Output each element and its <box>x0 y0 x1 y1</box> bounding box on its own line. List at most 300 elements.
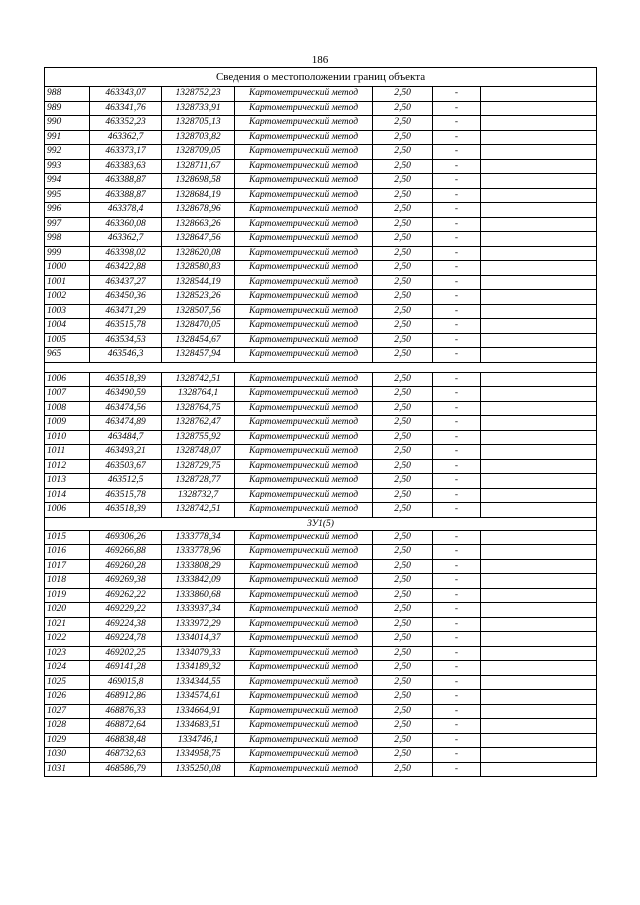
coord-x: 469224,78 <box>90 632 162 647</box>
description: - <box>433 387 481 402</box>
coord-y: 1328457,94 <box>162 348 235 363</box>
extra-cell <box>481 174 597 189</box>
point-number: 1023 <box>45 646 90 661</box>
method: Картометрический метод <box>235 733 373 748</box>
method: Картометрический метод <box>235 603 373 618</box>
precision: 2,50 <box>373 661 433 676</box>
coord-x: 463343,07 <box>90 87 162 102</box>
point-number: 1009 <box>45 416 90 431</box>
point-number: 992 <box>45 145 90 160</box>
description: - <box>433 704 481 719</box>
coord-y: 1334958,75 <box>162 748 235 763</box>
precision: 2,50 <box>373 632 433 647</box>
precision: 2,50 <box>373 145 433 160</box>
coord-y: 1328663,26 <box>162 217 235 232</box>
coord-y: 1334344,55 <box>162 675 235 690</box>
coord-x: 469262,22 <box>90 588 162 603</box>
point-number: 1010 <box>45 430 90 445</box>
description: - <box>433 503 481 518</box>
coord-y: 1328580,83 <box>162 261 235 276</box>
extra-cell <box>481 632 597 647</box>
point-number: 1011 <box>45 445 90 460</box>
precision: 2,50 <box>373 275 433 290</box>
precision: 2,50 <box>373 530 433 545</box>
extra-cell <box>481 675 597 690</box>
method: Картометрический метод <box>235 588 373 603</box>
precision: 2,50 <box>373 704 433 719</box>
extra-cell <box>481 372 597 387</box>
point-number: 1029 <box>45 733 90 748</box>
precision: 2,50 <box>373 762 433 777</box>
method: Картометрический метод <box>235 617 373 632</box>
precision: 2,50 <box>373 261 433 276</box>
extra-cell <box>481 545 597 560</box>
coord-x: 469224,38 <box>90 617 162 632</box>
extra-cell <box>481 101 597 116</box>
point-number: 1018 <box>45 574 90 589</box>
extra-cell <box>481 588 597 603</box>
point-number: 989 <box>45 101 90 116</box>
coord-x: 463373,17 <box>90 145 162 160</box>
coord-y: 1328742,51 <box>162 503 235 518</box>
table-row <box>45 232 597 247</box>
coord-y: 1334746,1 <box>162 733 235 748</box>
method: Картометрический метод <box>235 232 373 247</box>
description: - <box>433 246 481 261</box>
table-row <box>45 646 597 661</box>
coord-y: 1328470,05 <box>162 319 235 334</box>
coord-y: 1328728,77 <box>162 474 235 489</box>
precision: 2,50 <box>373 101 433 116</box>
precision: 2,50 <box>373 290 433 305</box>
coord-y: 1328705,13 <box>162 116 235 131</box>
description: - <box>433 116 481 131</box>
extra-cell <box>481 530 597 545</box>
coord-y: 1335250,08 <box>162 762 235 777</box>
point-number: 1002 <box>45 290 90 305</box>
extra-cell <box>481 130 597 145</box>
table-row <box>45 275 597 290</box>
description: - <box>433 690 481 705</box>
coord-x: 468586,79 <box>90 762 162 777</box>
point-number: 994 <box>45 174 90 189</box>
precision: 2,50 <box>373 603 433 618</box>
coord-y: 1328762,47 <box>162 416 235 431</box>
coord-y: 1333778,96 <box>162 545 235 560</box>
coord-x: 463352,23 <box>90 116 162 131</box>
precision: 2,50 <box>373 387 433 402</box>
table-row <box>45 387 597 402</box>
coord-y: 1328709,05 <box>162 145 235 160</box>
coord-y: 1334079,33 <box>162 646 235 661</box>
coord-x: 469141,28 <box>90 661 162 676</box>
description: - <box>433 145 481 160</box>
point-number: 1019 <box>45 588 90 603</box>
point-number: 1012 <box>45 459 90 474</box>
coord-x: 469202,25 <box>90 646 162 661</box>
table-row <box>45 319 597 334</box>
coord-x: 463518,39 <box>90 372 162 387</box>
table-row <box>45 588 597 603</box>
description: - <box>433 203 481 218</box>
table-row <box>45 246 597 261</box>
table-row <box>45 545 597 560</box>
method: Картометрический метод <box>235 574 373 589</box>
table-row <box>45 188 597 203</box>
table-row <box>45 401 597 416</box>
extra-cell <box>481 661 597 676</box>
coord-x: 468872,64 <box>90 719 162 734</box>
table-row <box>45 690 597 705</box>
extra-cell <box>481 445 597 460</box>
point-number: 1022 <box>45 632 90 647</box>
precision: 2,50 <box>373 690 433 705</box>
extra-cell <box>481 188 597 203</box>
table-row <box>45 87 597 102</box>
description: - <box>433 545 481 560</box>
point-number: 1025 <box>45 675 90 690</box>
extra-cell <box>481 762 597 777</box>
boundary-coordinates-table <box>44 67 597 777</box>
description: - <box>433 217 481 232</box>
table-row <box>45 704 597 719</box>
method: Картометрический метод <box>235 488 373 503</box>
table-title: Сведения о местоположении границ объекта <box>45 68 597 87</box>
extra-cell <box>481 733 597 748</box>
coord-x: 469229,22 <box>90 603 162 618</box>
extra-cell <box>481 232 597 247</box>
point-number: 1014 <box>45 488 90 503</box>
precision: 2,50 <box>373 503 433 518</box>
coord-x: 463474,56 <box>90 401 162 416</box>
method: Картометрический метод <box>235 275 373 290</box>
method: Картометрический метод <box>235 290 373 305</box>
table-row <box>45 719 597 734</box>
coord-y: 1328698,58 <box>162 174 235 189</box>
coord-y: 1334014,37 <box>162 632 235 647</box>
description: - <box>433 290 481 305</box>
table-row <box>45 145 597 160</box>
method: Картометрический метод <box>235 719 373 734</box>
method: Картометрический метод <box>235 503 373 518</box>
precision: 2,50 <box>373 232 433 247</box>
table-title-row <box>45 68 597 87</box>
precision: 2,50 <box>373 545 433 560</box>
description: - <box>433 632 481 647</box>
description: - <box>433 617 481 632</box>
coord-x: 463398,02 <box>90 246 162 261</box>
point-number: 1007 <box>45 387 90 402</box>
table-row <box>45 116 597 131</box>
point-number: 1028 <box>45 719 90 734</box>
coord-x: 463437,27 <box>90 275 162 290</box>
description: - <box>433 87 481 102</box>
description: - <box>433 574 481 589</box>
precision: 2,50 <box>373 488 433 503</box>
section-label: ЗУ1(5) <box>45 517 597 530</box>
description: - <box>433 719 481 734</box>
method: Картометрический метод <box>235 246 373 261</box>
table-row <box>45 203 597 218</box>
description: - <box>433 101 481 116</box>
coord-x: 468732,63 <box>90 748 162 763</box>
point-number: 1001 <box>45 275 90 290</box>
table-row <box>45 733 597 748</box>
table-row <box>45 130 597 145</box>
precision: 2,50 <box>373 159 433 174</box>
description: - <box>433 159 481 174</box>
extra-cell <box>481 430 597 445</box>
method: Картометрический метод <box>235 545 373 560</box>
precision: 2,50 <box>373 319 433 334</box>
precision: 2,50 <box>373 217 433 232</box>
coord-y: 1328620,08 <box>162 246 235 261</box>
coord-x: 469266,88 <box>90 545 162 560</box>
coord-y: 1333937,34 <box>162 603 235 618</box>
table-row <box>45 174 597 189</box>
description: - <box>433 445 481 460</box>
table-row <box>45 304 597 319</box>
method: Картометрический метод <box>235 101 373 116</box>
precision: 2,50 <box>373 646 433 661</box>
precision: 2,50 <box>373 87 433 102</box>
point-number: 1008 <box>45 401 90 416</box>
method: Картометрический метод <box>235 661 373 676</box>
method: Картометрический метод <box>235 646 373 661</box>
coord-y: 1328764,1 <box>162 387 235 402</box>
precision: 2,50 <box>373 675 433 690</box>
precision: 2,50 <box>373 474 433 489</box>
extra-cell <box>481 646 597 661</box>
description: - <box>433 646 481 661</box>
method: Картометрический метод <box>235 203 373 218</box>
coord-x: 463383,63 <box>90 159 162 174</box>
extra-cell <box>481 290 597 305</box>
method: Картометрический метод <box>235 348 373 363</box>
description: - <box>433 459 481 474</box>
coord-x: 463471,29 <box>90 304 162 319</box>
table-row <box>45 603 597 618</box>
method: Картометрический метод <box>235 116 373 131</box>
precision: 2,50 <box>373 372 433 387</box>
coord-x: 463422,88 <box>90 261 162 276</box>
extra-cell <box>481 145 597 160</box>
table-row <box>45 159 597 174</box>
point-number: 1006 <box>45 372 90 387</box>
precision: 2,50 <box>373 445 433 460</box>
coord-y: 1328755,92 <box>162 430 235 445</box>
description: - <box>433 559 481 574</box>
precision: 2,50 <box>373 430 433 445</box>
coord-y: 1328733,91 <box>162 101 235 116</box>
extra-cell <box>481 574 597 589</box>
coord-y: 1333860,68 <box>162 588 235 603</box>
coord-x: 468912,86 <box>90 690 162 705</box>
description: - <box>433 232 481 247</box>
extra-cell <box>481 488 597 503</box>
table-row <box>45 459 597 474</box>
coord-x: 469306,26 <box>90 530 162 545</box>
description: - <box>433 319 481 334</box>
coord-y: 1328711,67 <box>162 159 235 174</box>
coord-x: 463362,7 <box>90 130 162 145</box>
extra-cell <box>481 261 597 276</box>
precision: 2,50 <box>373 733 433 748</box>
method: Картометрический метод <box>235 387 373 402</box>
method: Картометрический метод <box>235 704 373 719</box>
method: Картометрический метод <box>235 217 373 232</box>
point-number: 1016 <box>45 545 90 560</box>
precision: 2,50 <box>373 130 433 145</box>
method: Картометрический метод <box>235 474 373 489</box>
method: Картометрический метод <box>235 559 373 574</box>
coord-y: 1328678,96 <box>162 203 235 218</box>
separator-cell <box>45 362 597 372</box>
extra-cell <box>481 603 597 618</box>
table-row <box>45 574 597 589</box>
extra-cell <box>481 559 597 574</box>
extra-cell <box>481 275 597 290</box>
point-number: 1030 <box>45 748 90 763</box>
extra-cell <box>481 690 597 705</box>
table-row <box>45 101 597 116</box>
method: Картометрический метод <box>235 159 373 174</box>
coord-y: 1328752,23 <box>162 87 235 102</box>
precision: 2,50 <box>373 246 433 261</box>
method: Картометрический метод <box>235 333 373 348</box>
point-number: 1013 <box>45 474 90 489</box>
coord-y: 1333778,34 <box>162 530 235 545</box>
point-number: 990 <box>45 116 90 131</box>
description: - <box>433 474 481 489</box>
table-row <box>45 474 597 489</box>
extra-cell <box>481 159 597 174</box>
coord-y: 1333972,29 <box>162 617 235 632</box>
extra-cell <box>481 503 597 518</box>
table-row <box>45 290 597 305</box>
method: Картометрический метод <box>235 632 373 647</box>
table-row <box>45 762 597 777</box>
coord-y: 1334664,91 <box>162 704 235 719</box>
extra-cell <box>481 333 597 348</box>
point-number: 1020 <box>45 603 90 618</box>
coord-y: 1333808,29 <box>162 559 235 574</box>
description: - <box>433 304 481 319</box>
coord-y: 1328764,75 <box>162 401 235 416</box>
point-number: 997 <box>45 217 90 232</box>
precision: 2,50 <box>373 333 433 348</box>
coord-x: 463490,59 <box>90 387 162 402</box>
coord-x: 463503,67 <box>90 459 162 474</box>
coord-x: 468838,48 <box>90 733 162 748</box>
table-row <box>45 217 597 232</box>
point-number: 1003 <box>45 304 90 319</box>
point-number: 1015 <box>45 530 90 545</box>
precision: 2,50 <box>373 203 433 218</box>
method: Картометрический метод <box>235 145 373 160</box>
extra-cell <box>481 719 597 734</box>
table-row <box>45 430 597 445</box>
extra-cell <box>481 416 597 431</box>
coord-x: 463484,7 <box>90 430 162 445</box>
description: - <box>433 530 481 545</box>
table-row <box>45 372 597 387</box>
point-number: 1026 <box>45 690 90 705</box>
extra-cell <box>481 203 597 218</box>
description: - <box>433 372 481 387</box>
table-row <box>45 675 597 690</box>
description: - <box>433 762 481 777</box>
coord-y: 1328544,19 <box>162 275 235 290</box>
precision: 2,50 <box>373 348 433 363</box>
point-number: 1000 <box>45 261 90 276</box>
coord-x: 463360,08 <box>90 217 162 232</box>
precision: 2,50 <box>373 559 433 574</box>
extra-cell <box>481 387 597 402</box>
table-row <box>45 632 597 647</box>
coord-x: 463512,5 <box>90 474 162 489</box>
coord-y: 1334574,61 <box>162 690 235 705</box>
method: Картометрический метод <box>235 690 373 705</box>
method: Картометрический метод <box>235 459 373 474</box>
coord-y: 1328748,07 <box>162 445 235 460</box>
coord-x: 469269,38 <box>90 574 162 589</box>
description: - <box>433 588 481 603</box>
precision: 2,50 <box>373 416 433 431</box>
extra-cell <box>481 246 597 261</box>
method: Картометрический метод <box>235 304 373 319</box>
coord-x: 463518,39 <box>90 503 162 518</box>
precision: 2,50 <box>373 574 433 589</box>
coord-x: 463388,87 <box>90 174 162 189</box>
extra-cell <box>481 459 597 474</box>
coord-x: 463378,4 <box>90 203 162 218</box>
precision: 2,50 <box>373 748 433 763</box>
coord-y: 1328703,82 <box>162 130 235 145</box>
coord-y: 1334189,32 <box>162 661 235 676</box>
extra-cell <box>481 704 597 719</box>
method: Картометрический метод <box>235 401 373 416</box>
precision: 2,50 <box>373 188 433 203</box>
description: - <box>433 661 481 676</box>
coord-y: 1328523,26 <box>162 290 235 305</box>
description: - <box>433 430 481 445</box>
extra-cell <box>481 617 597 632</box>
coord-x: 463515,78 <box>90 488 162 503</box>
coord-x: 463515,78 <box>90 319 162 334</box>
table-row <box>45 530 597 545</box>
extra-cell <box>481 319 597 334</box>
table-row <box>45 488 597 503</box>
table-row <box>45 261 597 276</box>
coord-x: 469015,8 <box>90 675 162 690</box>
description: - <box>433 748 481 763</box>
point-number: 1021 <box>45 617 90 632</box>
coord-y: 1334683,51 <box>162 719 235 734</box>
extra-cell <box>481 474 597 489</box>
extra-cell <box>481 304 597 319</box>
point-number: 965 <box>45 348 90 363</box>
table-row <box>45 559 597 574</box>
point-number: 993 <box>45 159 90 174</box>
extra-cell <box>481 748 597 763</box>
group-separator-row <box>45 362 597 372</box>
point-number: 995 <box>45 188 90 203</box>
description: - <box>433 416 481 431</box>
precision: 2,50 <box>373 174 433 189</box>
precision: 2,50 <box>373 116 433 131</box>
point-number: 999 <box>45 246 90 261</box>
